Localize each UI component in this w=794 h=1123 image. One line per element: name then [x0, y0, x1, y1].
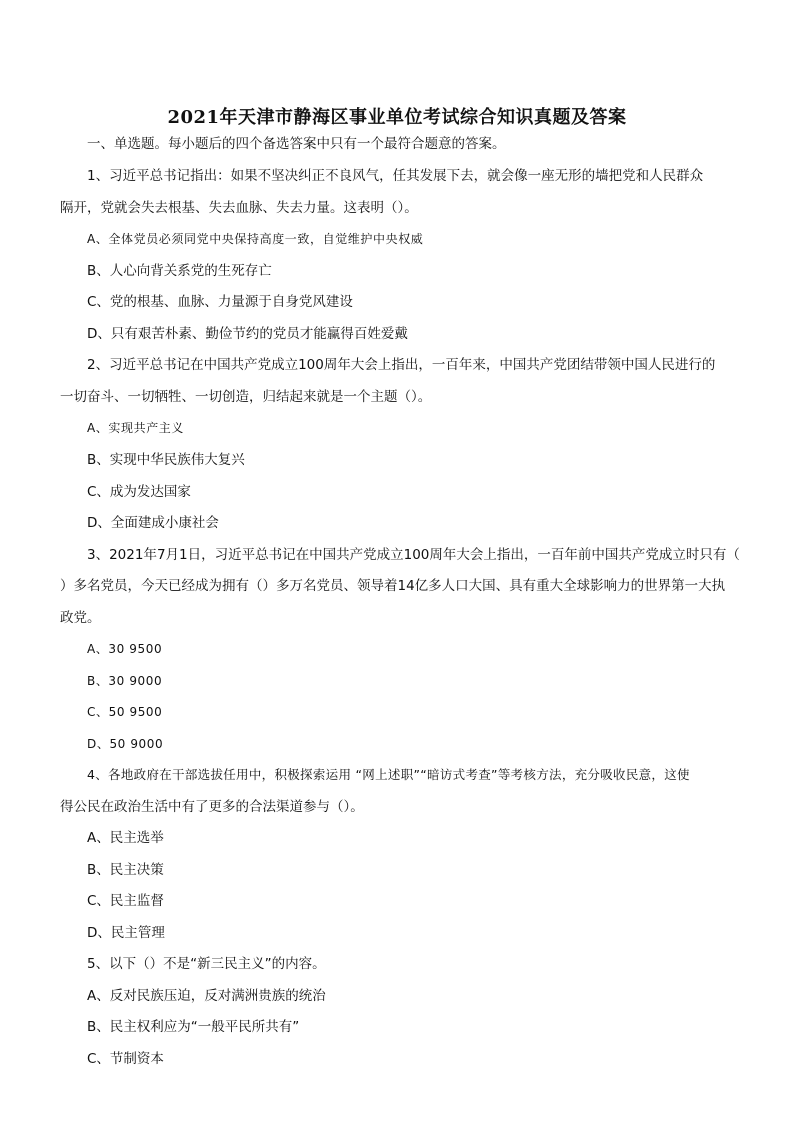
question-2-text: 2、习近平总书记在中国共产党成立100周年大会上指出，一百年来，中国共产党团结带领中国人民进行的: [87, 357, 716, 373]
question-3-option-b: B、30 9000: [87, 674, 163, 688]
question-2-option-a: A、实现共产主义: [87, 421, 185, 435]
question-1-option-c: C、党的根基、血脉、力量源于自身党风建设: [87, 294, 353, 310]
question-1-text-cont: 隔开，党就会失去根基、失去血脉、失去力量。这表明（）。: [60, 200, 418, 216]
question-3-text: 3、2021年7月1日，习近平总书记在中国共产党成立100周年大会上指出，一百年前中国共产党成立时只有（: [87, 547, 740, 563]
question-5-option-a: A、反对民族压迫，反对满洲贵族的统治: [87, 988, 326, 1004]
question-2-option-d: D、全面建成小康社会: [87, 515, 219, 531]
question-3-option-c: C、50 9500: [87, 705, 163, 719]
question-4-option-c: C、民主监督: [87, 893, 164, 909]
question-3-option-d: D、50 9000: [87, 737, 164, 751]
question-2-text-cont: 一切奋斗、一切牺牲、一切创造，归结起来就是一个主题（）。: [60, 389, 432, 405]
question-1-option-a: A、全体党员必须同党中央保持高度一致，自觉维护中央权威: [87, 232, 424, 246]
question-1-text: 1、习近平总书记指出：如果不坚决纠正不良风气，任其发展下去，就会像一座无形的墙把党和人民群众: [87, 168, 704, 184]
question-5-option-c: C、节制资本: [87, 1051, 164, 1067]
question-5-text: 5、以下（）不是“新三民主义”的内容。: [87, 956, 326, 972]
question-4-text-cont: 得公民在政治生活中有了更多的合法渠道参与（）。: [60, 799, 364, 815]
question-3-option-a: A、30 9500: [87, 642, 163, 656]
document-title: 2021年天津市静海区事业单位考试综合知识真题及答案: [167, 107, 627, 128]
question-4-option-d: D、民主管理: [87, 925, 165, 941]
question-4-text: 4、各地政府在干部选拔任用中，积极探索运用 “网上述职”“暗访式考查”等考核方法，充分吸收民意，这使: [87, 767, 690, 782]
question-5-option-b: B、民主权利应为“一般平民所共有”: [87, 1019, 300, 1035]
section-heading: 一、单选题。每小题后的四个备选答案中只有一个最符合题意的答案。: [87, 136, 506, 152]
question-3-text-cont-2: 政党。: [60, 610, 101, 626]
question-2-option-b: B、实现中华民族伟大复兴: [87, 452, 245, 468]
question-3-text-cont: ）多名党员，今天已经成为拥有（）多万名党员、领导着14亿多人口大国、具有重大全球影响力的世界第一大执: [60, 578, 726, 594]
question-4-option-b: B、民主决策: [87, 862, 164, 878]
question-1-option-d: D、只有艰苦朴素、勤俭节约的党员才能赢得百姓爱戴: [87, 326, 408, 342]
question-1-option-b: B、人心向背关系党的生死存亡: [87, 263, 272, 279]
question-2-option-c: C、成为发达国家: [87, 484, 191, 500]
question-4-option-a: A、民主选举: [87, 830, 164, 846]
